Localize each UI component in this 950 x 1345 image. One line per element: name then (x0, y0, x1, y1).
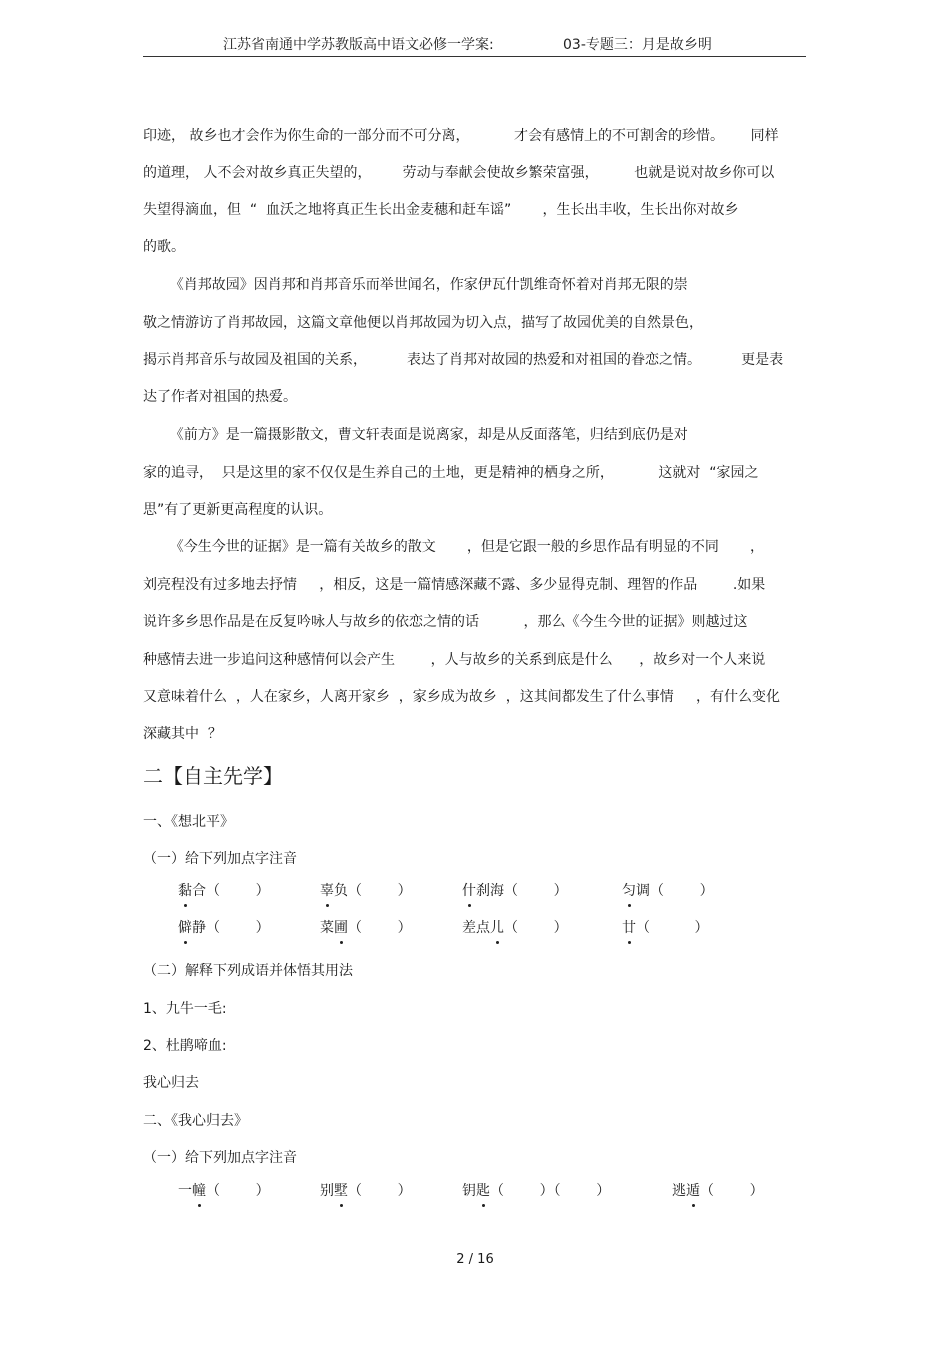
pinyin-item: 钥匙（ ）（ ） (462, 1183, 611, 1199)
pinyin-item: 辜负（ ） (320, 883, 412, 899)
paragraph-line: 的道理， 人不会对故乡真正失望的， 劳动与奉献会使故乡繁荣富强， 也就是说对故乡你可以 (143, 165, 775, 181)
pinyin-item: 黏合（ ） (178, 883, 270, 899)
paragraph-line: 印迹， 故乡也才会作为你生命的一部分而不可分离， 才会有感情上的不可割舍的珍惜。 同样 (143, 128, 779, 144)
paragraph-line: 达了作者对祖国的热爱。 (143, 389, 297, 405)
part1-title: 一、《想北平》 (143, 814, 234, 830)
pinyin-item: 一幢（ ） (178, 1183, 270, 1199)
part2-title: 二、《我心归去》 (143, 1113, 248, 1129)
part1-subheading-pinyin: （一）给下列加点字注音 (143, 851, 297, 867)
paragraph-line: 《前方》是一篇摄影散文，曹文轩表面是说离家，却是从反面落笔，归结到底仍是对 (143, 427, 688, 443)
pinyin-row-1 (178, 881, 798, 901)
paragraph-line: 敬之情游访了肖邦故园，这篇文章他便以肖邦故园为切入点，描写了故园优美的自然景色， (143, 315, 703, 331)
pinyin-item: 差点儿（ ） (462, 920, 568, 936)
paragraph-line: 《肖邦故园》因肖邦和肖邦音乐而举世闻名，作家伊瓦什凯维奇怀着对肖邦无限的崇 (143, 277, 688, 293)
header-title: 江苏省南通中学苏教版高中语文必修一学案: (223, 37, 494, 53)
paragraph-line: 刘亮程没有过多地去抒情 ，相反，这是一篇情感深藏不露、多少显得克制、理智的作品 .如果 (143, 577, 766, 593)
pinyin-row-3 (178, 1181, 798, 1201)
pinyin-item: 僻静（ ） (178, 920, 270, 936)
paragraph-line: 又意味着什么 ，人在家乡，人离开家乡 ，家乡成为故乡 ，这其间都发生了什么事情 ，有什么变化 (143, 689, 780, 705)
paragraph-line: 的歌。 (143, 239, 185, 255)
paragraph-line: 家的追寻， 只是这里的家不仅仅是生养自己的土地，更是精神的栖身之所， 这就对 “家园之 (143, 465, 759, 481)
paragraph-line: 《今生今世的证据》是一篇有关故乡的散文 ，但是它跟一般的乡思作品有明显的不同 ， (143, 539, 765, 555)
paragraph-line: 揭示肖邦音乐与故园及祖国的关系， 表达了肖邦对故园的热爱和对祖国的眷恋之情。 更是表 (143, 352, 784, 368)
paragraph-line: 思”有了更新更高程度的认识。 (143, 502, 333, 518)
pinyin-row-2 (178, 918, 798, 938)
section-heading: 二【自主先学】 (143, 764, 283, 788)
idiom-item: 1、九牛一毛: (143, 1001, 227, 1017)
page-number: 2 / 16 (456, 1252, 494, 1267)
paragraph-line: 种感情去进一步追问这种感情何以会产生 ，人与故乡的关系到底是什么 ，故乡对一个人来说 (143, 652, 766, 668)
header-chapter: 03-专题三：月是故乡明 (563, 37, 712, 53)
pinyin-item: 逃遁（ ） (672, 1183, 764, 1199)
pinyin-item: 匀调（ ） (622, 883, 714, 899)
pinyin-item: 别墅（ ） (320, 1183, 412, 1199)
pinyin-item: 菜圃（ ） (320, 920, 412, 936)
paragraph-line: 失望得滴血，但 “ 血沃之地将真正生长出金麦穗和赶车谣” ，生长出丰收，生长出你对故乡 (143, 202, 739, 218)
paragraph-line: 说许多乡思作品是在反复吟咏人与故乡的依恋之情的话 ，那么《今生今世的证据》则越过这 (143, 614, 748, 630)
part1-subheading-idioms: （二）解释下列成语并体悟其用法 (143, 963, 353, 979)
part2-subheading-pinyin: （一）给下列加点字注音 (143, 1150, 297, 1166)
pinyin-item: 廿（ ） (622, 920, 709, 936)
idiom-item: 2、杜鹃啼血: (143, 1038, 227, 1054)
page-header (143, 34, 806, 57)
text-label: 我心归去 (143, 1075, 199, 1091)
pinyin-item: 什刹海（ ） (462, 883, 568, 899)
paragraph-line: 深藏其中 ？ (143, 726, 222, 742)
